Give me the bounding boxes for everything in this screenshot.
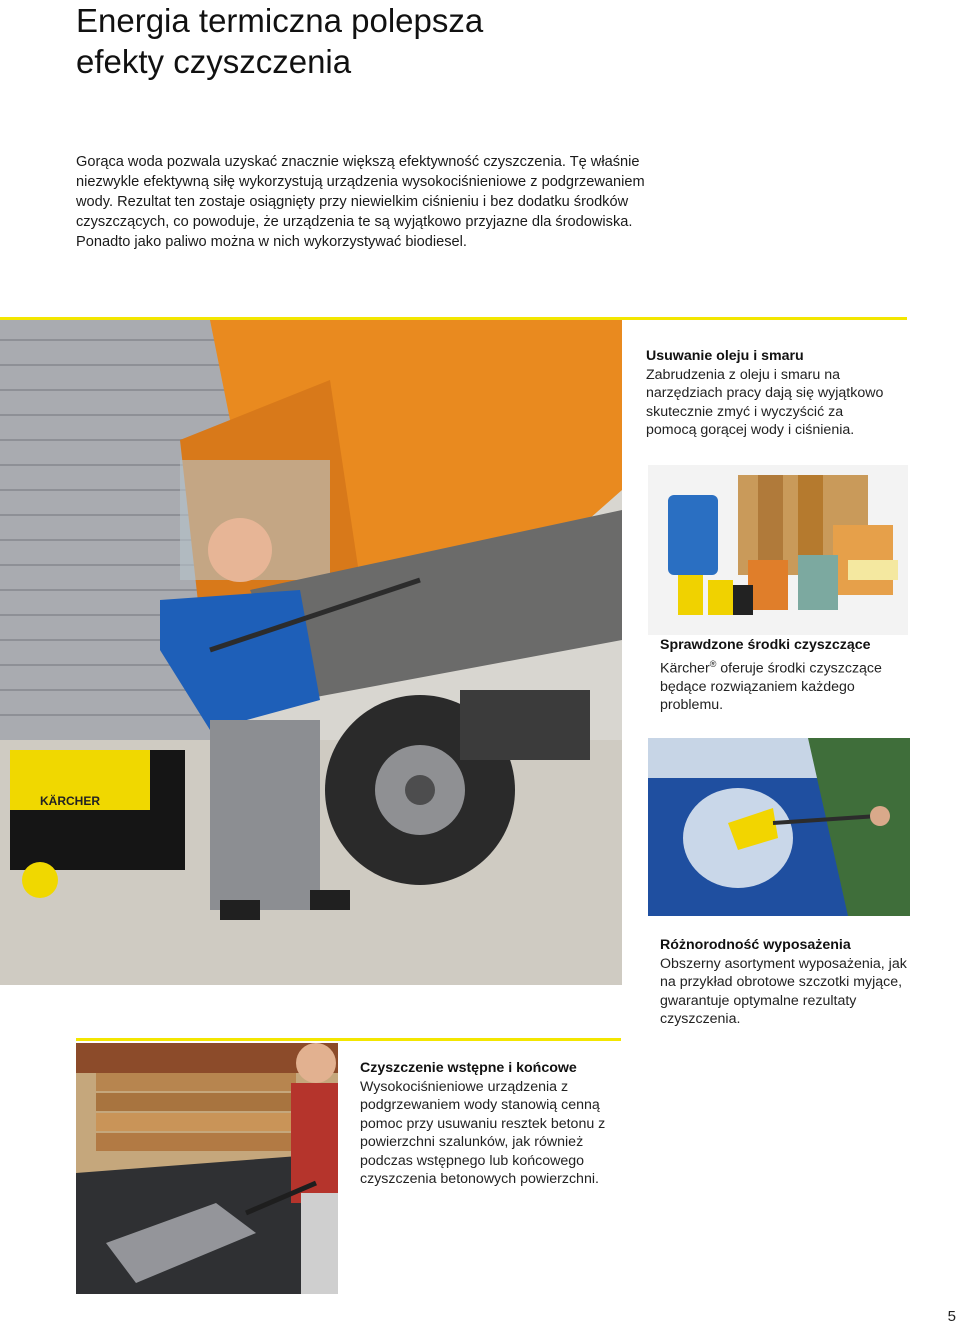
caption-oil-body: Zabrudzenia z oleju i smaru na narzędziach pracy dają się wyjątkowo skutecznie zmyć i wyczyścić za pomocą gorącej wody i ciśnienia. [646,366,884,438]
caption-oil-grease [646,347,896,440]
caption-accessories-body: Obszerny asortyment wyposażenia, jak na przykład obrotowe szczotki myjące, gwarantuje optymalne rezultaty czyszczenia. [660,955,907,1027]
intro-paragraph: Gorąca woda pozwala uzyskać znacznie większą efektywność czyszczenia. Tę właśnie niezwykle efektywną siłę wykorzystują urządzenia wysokociśnieniowe z podgrzewaniem wody. Rezultat ten zostaje osiągnięty przy niewielkim ciśnieniu i bez dodatku środków czyszczących, co powoduje, że urządzenia te są wyjątkowo przyjazne dla środowiska. Ponadto jako paliwo można w nich wykorzystywać biodiesel. [76,154,645,250]
caption-precleaning [360,1059,610,1189]
rotary-brush-photo [648,738,910,916]
caption-precleaning-body: Wysokociśnieniowe urządzenia z podgrzewaniem wody stanowią cenną pomoc przy usuwaniu resztek betonu z powierzchni szalunków, jak również podczas wstępnego lub końcowego czyszczenia betonowych powierzchni. [360,1078,606,1187]
caption-cleaning-agents [660,636,900,715]
caption-accessories-title: Różnorodność wyposażenia [660,937,851,953]
formwork-cleaning-photo [76,1043,338,1294]
caption-precleaning-title: Czyszczenie wstępne i końcowe [360,1060,577,1076]
yellow-rule-bottom [76,1038,621,1041]
title-line-2: efekty czyszczenia [76,43,352,80]
caption-accessories [660,936,915,1029]
trademark-mark: ® [709,658,717,669]
caption-agents-text: oferuje środki czyszczące będące rozwiązaniem każdego problemu. [660,660,882,714]
cleaning-agents-photo [648,465,908,635]
caption-oil-title: Usuwanie oleju i smaru [646,348,804,364]
truck-washing-photo [0,320,622,985]
title-line-1: Energia termiczna polepsza [76,2,484,39]
page-title [76,0,483,82]
page-number: 5 [947,1308,956,1325]
brand-name: Kärcher [660,660,710,677]
caption-agents-title: Sprawdzone środki czyszczące [660,637,871,653]
caption-agents-body [660,655,900,715]
machine-logo: KÄRCHER [40,794,100,808]
